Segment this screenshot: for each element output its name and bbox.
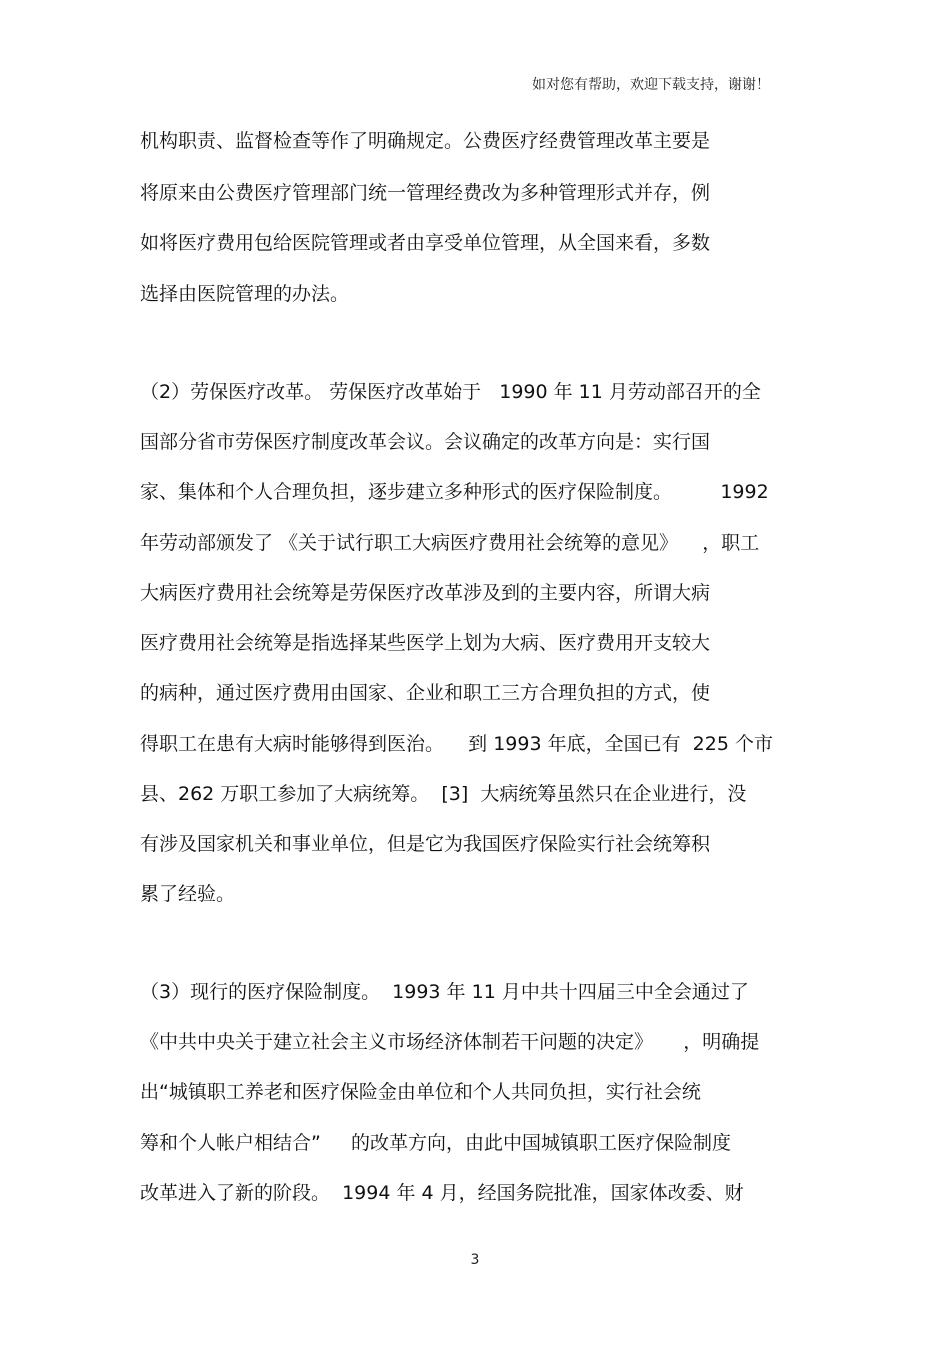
- text-line: 家、集体和个人合理负担，逐步建立多种形式的医疗保险制度。 1992: [140, 481, 769, 503]
- text-line: 县、262 万职工参加了大病统筹。 [3] 大病统筹虽然只在企业进行，没: [140, 783, 747, 805]
- text-line: 大病医疗费用社会统筹是劳保医疗改革涉及到的主要内容，所谓大病: [140, 582, 711, 604]
- text-line: （2）劳保医疗改革。 劳保医疗改革始于 1990 年 11 月劳动部召开的全: [140, 381, 761, 403]
- header-note: 如对您有帮助，欢迎下载支持，谢谢！: [532, 77, 770, 93]
- text-line: 有涉及国家机关和事业单位，但是它为我国医疗保险实行社会统筹积: [140, 833, 711, 855]
- text-line: 筹和个人帐户相结合” 的改革方向，由此中国城镇职工医疗保险制度: [140, 1132, 732, 1154]
- page-number: 3: [470, 1252, 480, 1268]
- text-line: 累了经验。: [140, 883, 236, 905]
- text-line: 选择由医院管理的办法。: [140, 283, 350, 305]
- text-line: 年劳动部颁发了 《关于试行职工大病医疗费用社会统筹的意见》 ，职工: [140, 532, 760, 554]
- text-line: 医疗费用社会统筹是指选择某些医学上划为大病、医疗费用开支较大: [140, 632, 711, 654]
- text-line: 将原来由公费医疗管理部门统一管理经费改为多种管理形式并存，例: [140, 182, 711, 204]
- text-line: 出“城镇职工养老和医疗保险金由单位和个人共同负担，实行社会统: [140, 1081, 701, 1103]
- text-line: （3）现行的医疗保险制度。 1993 年 11 月中共十四届三中全会通过了: [140, 981, 749, 1003]
- text-line: 机构职责、监督检查等作了明确规定。公费医疗经费管理改革主要是: [140, 130, 711, 152]
- text-line: 如将医疗费用包给医院管理或者由享受单位管理，从全国来看，多数: [140, 232, 711, 254]
- text-line: 的病种，通过医疗费用由国家、企业和职工三方合理负担的方式，使: [140, 682, 711, 704]
- text-line: 国部分省市劳保医疗制度改革会议。会议确定的改革方向是：实行国: [140, 431, 711, 453]
- text-line: 改革进入了新的阶段。 1994 年 4 月，经国务院批准，国家体改委、财: [140, 1182, 744, 1204]
- text-line: 得职工在患有大病时能够得到医治。 到 1993 年底，全国已有 225 个市: [140, 733, 773, 755]
- text-line: 《中共中央关于建立社会主义市场经济体制若干问题的决定》 ，明确提: [140, 1031, 760, 1053]
